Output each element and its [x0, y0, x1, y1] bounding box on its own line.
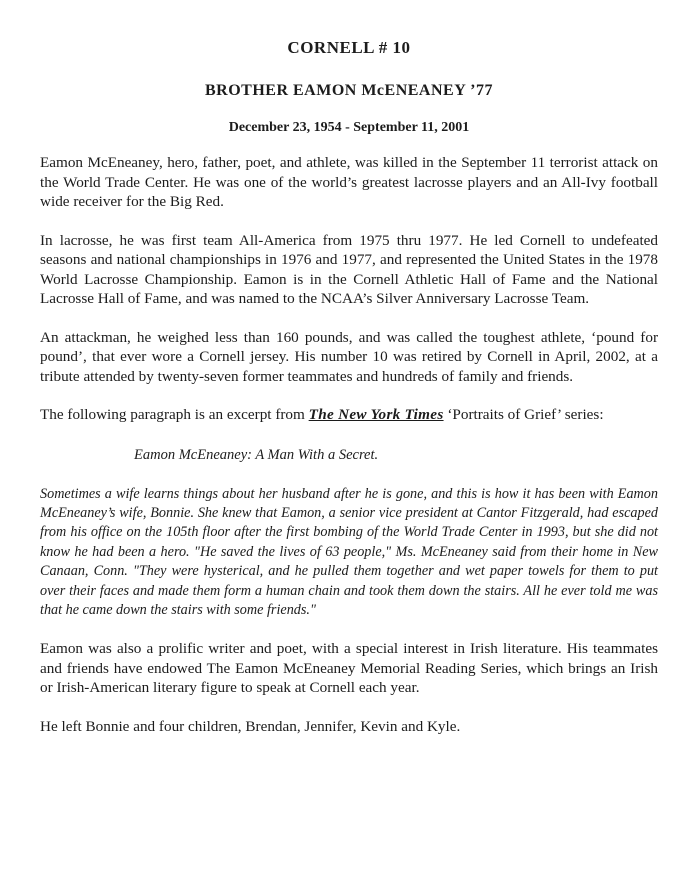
excerpt-intro-series: ‘Portraits of Grief’ series:: [443, 406, 604, 423]
excerpt-quote: Sometimes a wife learns things about her husband after he is gone, and this is how it has been with Eamon McEneaney’s wife, Bonnie. She knew that Eamon, a senior vice president at Cantor Fitzgerald, had escaped from his office on the 105th floor after the first bombing of the World Trade Center in 1993, but she did not know he had been a hero. "He saved the lives of 63 people," Ms. McEneaney said from their home in New Canaan, Conn. "They were hysterical, and he pulled them together and wet paper towels for them to put over their faces and made them form a human chain and took them down the stairs. All he ever told me was that he came down the stairs with some friends.": [40, 485, 658, 618]
document-page: [40, 38, 658, 736]
page-title: CORNELL # 10: [287, 38, 411, 57]
paragraph-family: He left Bonnie and four children, Brendan, Jennifer, Kevin and Kyle.: [40, 717, 461, 735]
nyt-masthead: The New York Times: [308, 406, 444, 423]
life-dates: December 23, 1954 - September 11, 2001: [228, 120, 470, 135]
excerpt-title: Eamon McEneaney: A Man With a Secret.: [134, 446, 379, 463]
paragraph-lacrosse: In lacrosse, he was first team All-America from 1975 thru 1977. He led Cornell to undefeated seasons and national championships in 1976 and 1977, and represented the United States in the 1978 World Lacrosse Championship. Eamon is in the Cornell Athletic Hall of Fame and the National Lacrosse Hall of Fame, and was named to the NCAA’s Silver Anniversary Lacrosse Team.: [40, 231, 658, 307]
paragraph-intro: Eamon McEneaney, hero, father, poet, and athlete, was killed in the September 11 terrorist attack on the World Trade Center. He was one of the world’s greatest lacrosse players and an All-Ivy football wide receiver for the Big Red.: [40, 154, 658, 210]
paragraph-writer: Eamon was also a prolific writer and poet, with a special interest in Irish literature. His teammates and friends have endowed The Eamon McEneaney Memorial Reading Series, which brings an Irish or Irish-American literary figure to speak at Cornell each year.: [40, 640, 658, 697]
paragraph-attackman: An attackman, he weighed less than 160 pounds, and was called the toughest athlete, ‘pound for pound’, that ever wore a Cornell jersey. His number 10 was retired by Cornell in April, 2002, at a tribute attended by twenty-seven former teammates and hundreds of family and friends.: [40, 328, 658, 385]
excerpt-intro-text: The following paragraph is an excerpt from: [40, 406, 309, 423]
honoree-name: BROTHER EAMON McENEANEY ’77: [204, 82, 493, 99]
paragraph-excerpt-intro: [40, 405, 658, 425]
